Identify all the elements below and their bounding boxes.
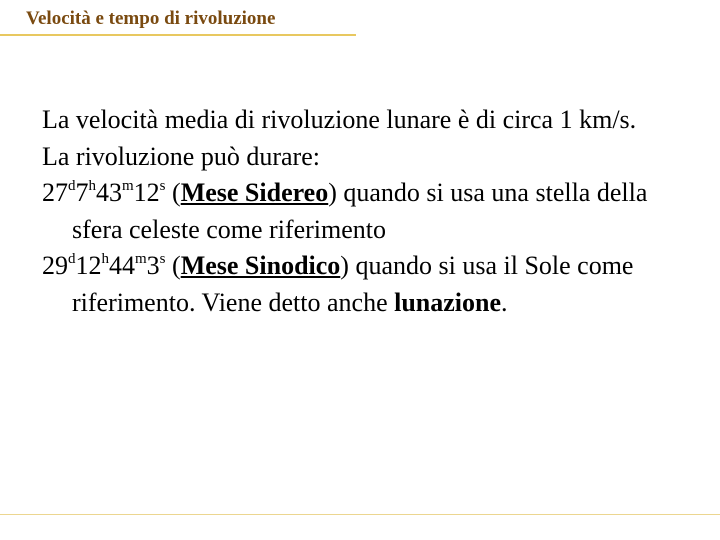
synodic-seconds: 3 xyxy=(146,251,160,280)
synodic-days-unit: d xyxy=(68,251,76,267)
paragraph-synodic-month xyxy=(42,248,682,321)
synodic-seconds-unit: s xyxy=(159,251,166,267)
synodic-end-period: . xyxy=(501,287,508,317)
synodic-hours-unit: h xyxy=(101,251,109,267)
lunazione-term: lunazione xyxy=(394,287,502,317)
sidereal-days-unit: d xyxy=(68,178,76,194)
sidereal-days: 27 xyxy=(42,178,68,207)
sidereal-seconds-unit: s xyxy=(159,178,166,194)
sidereal-hours: 7 xyxy=(75,178,89,207)
footer-divider xyxy=(0,514,720,515)
sidereal-seconds: 12 xyxy=(133,178,160,207)
paragraph-sidereal-month xyxy=(42,175,682,248)
paragraph-duration-intro: La rivoluzione può durare: xyxy=(42,141,320,171)
synodic-month-term: Mese Sinodico xyxy=(180,251,341,280)
slide-title: Velocità e tempo di rivoluzione xyxy=(26,8,276,29)
synodic-description: ) quando si usa il Sole come riferimento. Viene detto anche xyxy=(72,251,634,317)
sidereal-hours-unit: h xyxy=(88,178,96,194)
synodic-minutes: 44 xyxy=(109,251,135,280)
sidereal-month-term: Mese Sidereo xyxy=(180,178,329,207)
paragraph-velocity: La velocità media di rivoluzione lunare è di circa 1 km/s. xyxy=(42,105,637,134)
synodic-hours: 12 xyxy=(75,251,102,280)
synodic-minutes-unit: m xyxy=(135,251,147,267)
slide-title-bar xyxy=(0,0,356,36)
sidereal-minutes: 43 xyxy=(96,178,122,207)
sidereal-description: ) quando si usa una stella della sfera celeste come riferimento xyxy=(72,178,648,244)
synodic-days: 29 xyxy=(42,251,68,280)
slide-body xyxy=(42,102,682,321)
sidereal-open-paren: ( xyxy=(165,178,181,207)
synodic-open-paren: ( xyxy=(165,251,181,280)
sidereal-minutes-unit: m xyxy=(122,178,134,194)
